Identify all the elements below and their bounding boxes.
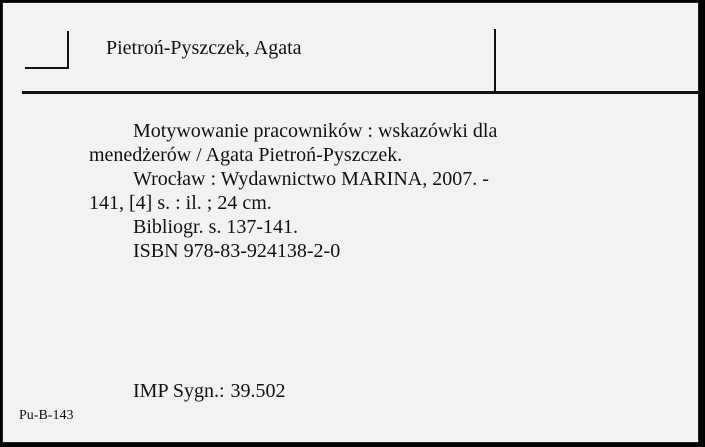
title-line-2: menedżerów / Agata Pietroń-Pyszczek. xyxy=(89,144,403,166)
horizontal-rule xyxy=(22,91,698,94)
publication-line-1: Wrocław : Wydawnictwo MARINA, 2007. - xyxy=(133,168,489,190)
isbn-note: ISBN 978-83-924138-2-0 xyxy=(133,240,341,262)
title-statement xyxy=(89,119,629,143)
call-number-value: 39.502 xyxy=(230,380,286,402)
vertical-rule xyxy=(494,29,496,91)
card-description xyxy=(89,119,629,263)
publication-statement xyxy=(89,167,629,191)
bibliography-note: Bibliogr. s. 137-141. xyxy=(133,216,299,238)
call-number-label: IMP Sygn.: xyxy=(133,380,225,402)
author-heading: Pietroń-Pyszczek, Agata xyxy=(106,37,302,59)
corner-bracket-mark xyxy=(25,31,69,69)
publication-line-2: 141, [4] s. : il. ; 24 cm. xyxy=(89,192,272,214)
call-number xyxy=(133,380,286,403)
catalog-code: Pu-B-143 xyxy=(19,408,74,423)
catalog-card xyxy=(2,2,699,443)
title-line-1: Motywowanie pracowników : wskazówki dla xyxy=(133,120,498,142)
